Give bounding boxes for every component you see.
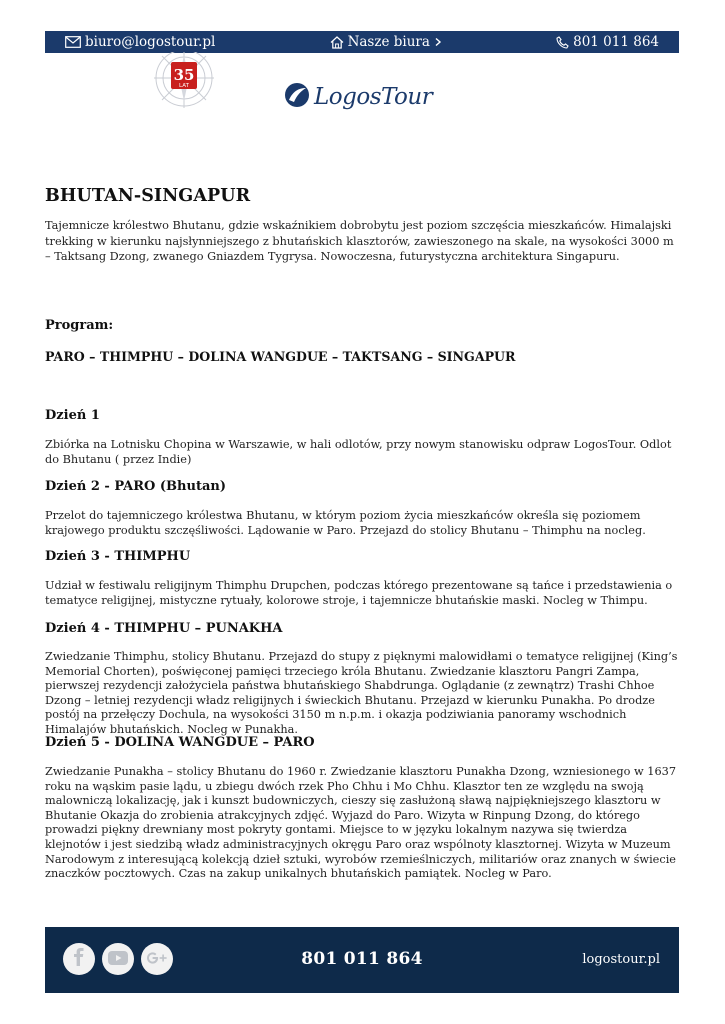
top-contact-bar bbox=[45, 31, 679, 53]
envelope-icon bbox=[65, 36, 81, 48]
logo-mark-icon bbox=[284, 82, 310, 112]
anniversary-badge bbox=[142, 52, 226, 116]
day-5-text: Zwiedzanie Punakha – stolicy Bhutanu do 1960 r. Zwiedzanie klasztoru Punakha Dzong, wzniesionego w 1637 roku na wąskim pasie lądu, u zbiegu dwóch rzek Pho Chhu i Mo Chhu. Klasztor ten ze względu na swoją malowniczą lokalizację, jak i kunszt budowniczych, cieszy się zasłużoną sławą najpiękniejszego klasztoru w Bhutanie Okazja do zrobienia atrakcyjnych zdjęć. Wyjazd do Paro. Wizyta w Rinpung Dzong, do którego prowadzi piękny drewniany most pokryty gontami. Miejsce to w języku lokalnym nazywa się twierdza klejnotów i jest siedzibą władz administracyjnych okręgu Paro oraz wspólnoty klasztornej. Wizyta w Muzeum Narodowym z interesującą kolekcją dzieł sztuki, wyrobów rzemieślniczych, militariów oraz znanych w świecie znaczków pocztowych. Czas na zakup unikalnych bhutańskich pamiątek. Nocleg w Paro. bbox=[45, 765, 677, 881]
day-3-text: Udział w festiwalu religijnym Thimphu Drupchen, podczas którego prezentowane są tańce i przedstawienia o tematyce religijnej, mistyczne rytuały, kolorowe stroje, i tajemnicze bhutańskie maski. Nocleg w Thimpu. bbox=[45, 579, 673, 607]
home-icon bbox=[330, 36, 344, 49]
logo-text: LogosTour bbox=[314, 84, 433, 110]
route-heading: PARO – THIMPHU – DOLINA WANGDUE – TAKTSANG – SINGAPUR bbox=[45, 349, 516, 364]
day-4-text: Zwiedzanie Thimphu, stolicy Bhutanu. Przejazd do stupy z pięknymi malowidłami o tematyce religijnej (King’s Memorial Chorten), poświęconej pamięci trzeciego króla Bhutanu. Zwiedzanie klasztoru Pangri Zampa, pierwszej rezydencji założyciela państwa bhutańskiego Shabdrunga. Oglądanie (z zewnątrz) Trashi Chhoe Dzong – letniej rezydencji władz religijnych i świeckich Bhutanu. Przejazd w kierunku Punakha. Po drodze postój na przełęczy Dochula, na wysokości 3150 m n.p.m. i okazja podziwiania panoramy wschodnich Himalajów bhutańskich. Nocleg w Punakha. bbox=[45, 650, 678, 736]
day-2-heading: Dzień 2 - PARO (Bhutan) bbox=[45, 479, 226, 494]
day-1-text: Zbiórka na Lotnisku Chopina w Warszawie, w hali odlotów, przy nowym stanowisku odpraw LogosTour. Odlot do Bhutanu ( przez Indie) bbox=[45, 438, 672, 466]
day-4-heading: Dzień 4 - THIMPHU – PUNAKHA bbox=[45, 621, 283, 636]
phone-link[interactable] bbox=[556, 34, 659, 50]
phone-icon bbox=[556, 36, 569, 49]
day-2-text: Przelot do tajemniczego królestwa Bhutanu, w którym poziom życia mieszkańców określa się poziomem krajowego produktu szczęśliwości. Lądowanie w Paro. Przejazd do stolicy Bhutanu – Thimphu na nocleg. bbox=[45, 509, 646, 537]
badge-number: 35 bbox=[173, 66, 195, 84]
day-1-heading: Dzień 1 bbox=[45, 408, 100, 423]
footer-website-link[interactable]: logostour.pl bbox=[582, 952, 660, 967]
badge-suffix: LAT bbox=[179, 83, 189, 89]
footer-bar bbox=[45, 927, 679, 993]
offices-text: Nasze biura bbox=[347, 34, 430, 50]
day-5-heading: Dzień 5 - DOLINA WANGDUE – PARO bbox=[45, 735, 315, 750]
page-title: BHUTAN-SINGAPUR bbox=[45, 186, 251, 206]
logostour-logo[interactable] bbox=[284, 78, 433, 116]
offices-link[interactable] bbox=[330, 34, 442, 50]
day-3-heading: Dzień 3 - THIMPHU bbox=[45, 549, 191, 564]
phone-text: 801 011 864 bbox=[573, 34, 659, 50]
chevron-right-icon bbox=[434, 37, 442, 47]
intro-paragraph: Tajemnicze królestwo Bhutanu, gdzie wskaźnikiem dobrobytu jest poziom szczęścia mieszkańców. Himalajski trekking w kierunku najsłynniejszego z bhutańskich klasztorów, zawieszonego na skale, na wysokości 3000 m – Taktsang Dzong, zwanego Gniazdem Tygrysa. Nowoczesna, futurystyczna architektura Singapuru. bbox=[45, 219, 674, 264]
footer-phone[interactable]: 801 011 864 bbox=[301, 949, 423, 969]
program-label: Program: bbox=[45, 318, 114, 333]
email-text: biuro@logostour.pl bbox=[85, 34, 216, 50]
email-link[interactable] bbox=[65, 34, 215, 50]
